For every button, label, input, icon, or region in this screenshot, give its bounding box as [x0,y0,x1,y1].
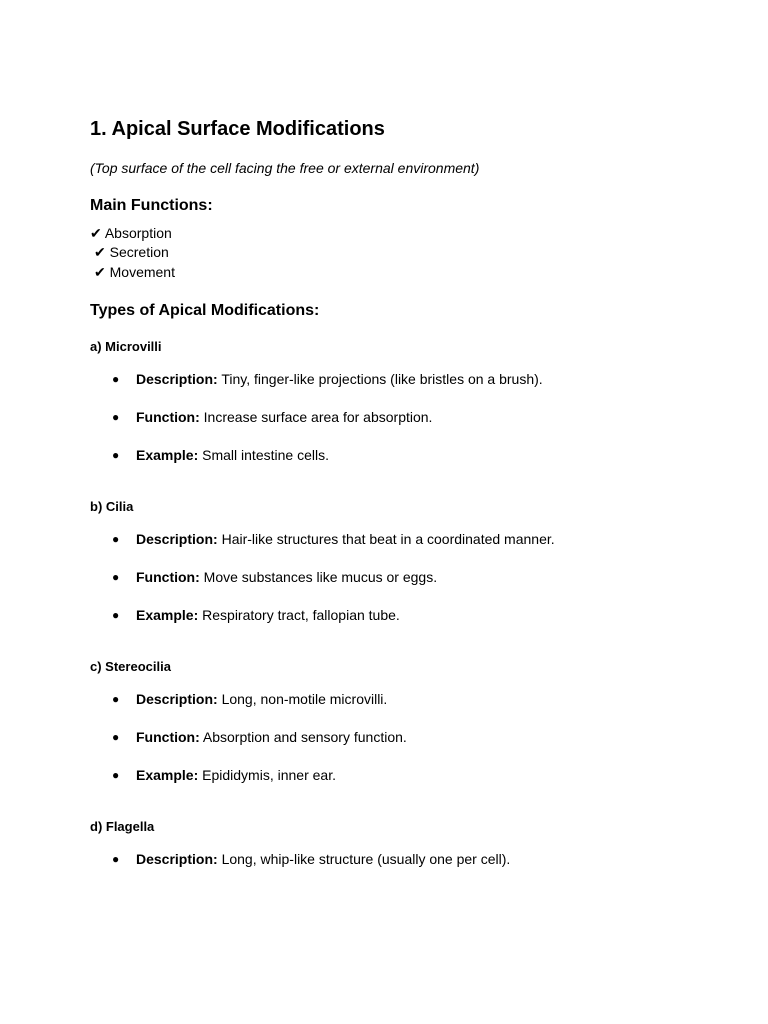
item-label: Example: [136,606,199,623]
list-item [90,766,730,784]
page-subtitle: (Top surface of the cell facing the free or external environment) [90,160,480,176]
item-text: Hair-like structures that beat in a coordinated manner. [217,530,555,547]
item-text: Absorption and sensory function. [199,728,407,745]
list-item [90,728,730,746]
bullet-icon: ● [112,409,120,424]
item-label: Function: [136,408,200,425]
bullet-icon: ● [112,371,120,386]
item-label: Example: [136,446,199,463]
bullet-icon: ● [112,691,120,706]
list-item [90,408,730,426]
section-cilia [90,498,730,624]
list-item [90,530,730,548]
section-title: c) Stereocilia [90,658,171,674]
bullet-icon: ● [112,729,120,744]
section-title: b) Cilia [90,498,134,514]
document-page [90,116,730,868]
bullet-list [90,370,730,464]
types-heading: Types of Apical Modifications: [90,301,320,319]
item-text: Long, whip-like structure (usually one per cell). [217,850,511,867]
item-label: Function: [136,568,200,585]
item-label: Example: [136,766,199,783]
list-item [90,850,730,868]
item-label: Description: [136,850,218,867]
bullet-list [90,690,730,784]
section-title: d) Flagella [90,818,155,834]
main-functions-heading: Main Functions: [90,197,213,214]
item-text: Tiny, finger-like projections (like bristles on a brush). [217,370,543,387]
bullet-icon: ● [112,607,120,622]
page-title: 1. Apical Surface Modifications [90,118,385,140]
function-item-movement: ✔ Movement [94,263,175,280]
bullet-icon: ● [112,767,120,782]
bullet-icon: ● [112,531,120,546]
section-stereocilia [90,658,730,784]
function-item-absorption: ✔ Absorption [90,225,172,241]
list-item [90,446,730,464]
item-text: Small intestine cells. [198,446,329,463]
item-label: Description: [136,530,218,547]
item-text: Move substances like mucus or eggs. [199,568,438,585]
list-item [90,606,730,624]
main-functions-list [90,224,730,282]
bullet-list [90,850,730,868]
item-text: Increase surface area for absorption. [199,408,433,425]
item-label: Description: [136,690,218,707]
item-text: Epididymis, inner ear. [198,766,336,783]
bullet-list [90,530,730,624]
section-microvilli [90,338,730,464]
item-label: Description: [136,370,218,387]
item-text: Respiratory tract, fallopian tube. [198,606,400,623]
section-title: a) Microvilli [90,338,162,354]
bullet-icon: ● [112,569,120,584]
list-item [90,568,730,586]
list-item [90,370,730,388]
function-item-secretion: ✔ Secretion [94,244,169,261]
list-item [90,690,730,708]
section-flagella [90,818,730,868]
bullet-icon: ● [112,851,120,866]
item-text: Long, non-motile microvilli. [217,690,388,707]
bullet-icon: ● [112,447,120,462]
item-label: Function: [136,728,200,745]
